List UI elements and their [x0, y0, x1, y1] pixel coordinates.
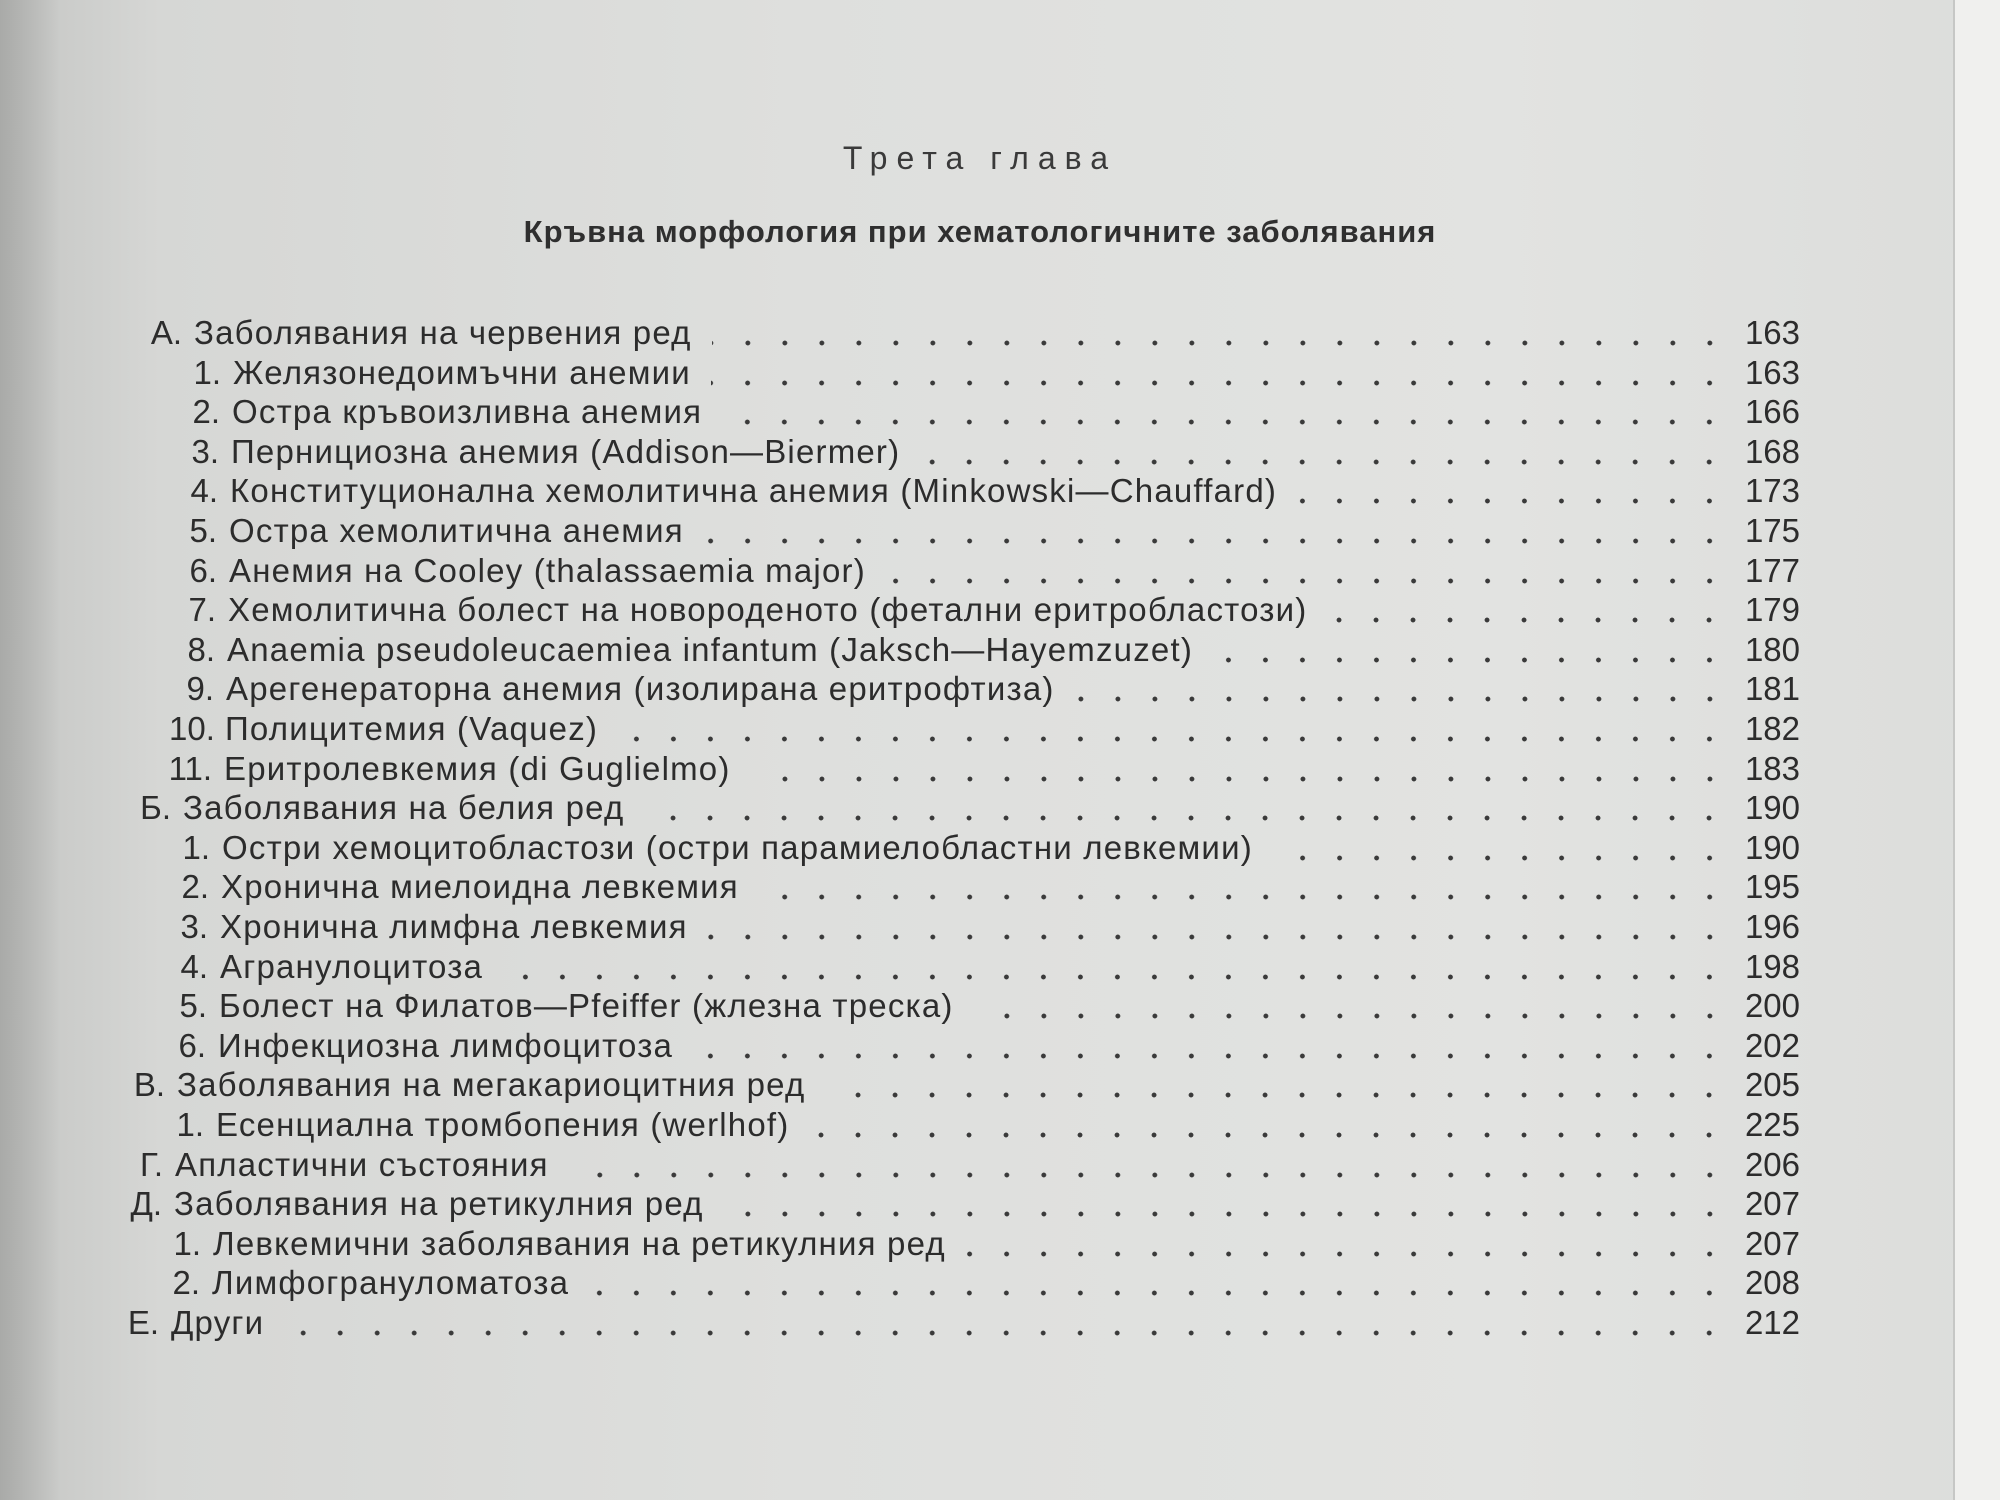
toc-dot-leader	[503, 974, 1728, 980]
toc-entry-page: 206	[1744, 1145, 1800, 1183]
toc-dot-leader	[724, 1211, 1728, 1217]
toc-entry	[175, 431, 1800, 471]
toc-entry-page: 190	[1744, 789, 1800, 827]
toc-entry-title: Есенциална тромбопения (werlhof)	[216, 1106, 790, 1143]
toc-entry	[121, 1064, 1800, 1104]
toc-entry	[170, 668, 1800, 708]
toc-entry-title: Агранулоцитоза	[220, 947, 484, 985]
toc-entry-number: 11.	[168, 749, 212, 787]
toc-dot-leader	[693, 1053, 1728, 1059]
toc-entry-number: 1.	[193, 353, 221, 391]
toc-entry-page: 207	[1744, 1224, 1800, 1262]
toc-dot-leader	[712, 340, 1728, 346]
toc-entry	[164, 946, 1800, 986]
toc-entry-title: Други	[171, 1304, 265, 1341]
toc-entry-page: 196	[1744, 908, 1800, 945]
toc-dot-leader	[1213, 657, 1728, 663]
toc-entry-page: 202	[1744, 1026, 1800, 1064]
toc-entry-page: 205	[1744, 1066, 1800, 1104]
toc-entry-page: 195	[1744, 868, 1800, 906]
toc-entry-title: Левкемични заболявания на ретикулния ред	[213, 1224, 946, 1262]
toc-dot-leader	[1297, 498, 1728, 504]
toc-entry-number: 4.	[180, 947, 208, 985]
toc-dot-leader	[920, 459, 1728, 465]
toc-entry-title: Лимфогрануломатоза	[212, 1264, 570, 1302]
toc-dot-leader	[1273, 855, 1728, 861]
toc-entry-number: 1.	[176, 1106, 204, 1143]
toc-entry	[157, 1223, 1800, 1263]
toc-entry-title: Хронична миелоидна левкемия	[221, 868, 739, 906]
toc-entry-number: 1.	[173, 1224, 201, 1262]
toc-dot-leader	[809, 1132, 1728, 1138]
toc-entry	[118, 1183, 1800, 1223]
toc-dot-leader	[974, 1013, 1728, 1019]
toc-entry	[171, 629, 1800, 669]
toc-entry-page: 190	[1744, 828, 1800, 866]
toc-entry-page: 163	[1744, 314, 1800, 351]
toc-entry-title: Анемия на Cooley (thalassaemia major)	[229, 551, 866, 589]
toc-entry-page: 163	[1744, 353, 1800, 391]
toc-entry-title: Болест на Филатов—Pfeiffer (жлезна треска)	[219, 987, 954, 1025]
toc-entry-title: Апластични състояния	[175, 1145, 549, 1183]
toc-entry-page: 173	[1744, 472, 1800, 510]
chapter-label: Трета глава	[842, 140, 1118, 176]
toc-entry-number: 6.	[189, 551, 217, 589]
toc-dot-leader	[644, 815, 1728, 821]
toc-dot-leader	[1075, 696, 1728, 702]
toc-entry-number: 2.	[192, 393, 220, 431]
toc-entry-number: 9.	[186, 670, 214, 708]
toc-entry	[138, 312, 1800, 352]
toc-entry-title: Хемолитична болест на новороденото (фетални еритробластози)	[228, 591, 1308, 629]
toc-entry-page: 207	[1744, 1185, 1800, 1223]
toc-entry-title: Арегенераторна анемия (изолирана еритрофтиза)	[226, 670, 1055, 708]
toc-entry	[127, 787, 1800, 827]
toc-entry-page: 200	[1744, 987, 1800, 1025]
toc-entry	[173, 510, 1800, 550]
toc-dot-leader	[569, 1172, 1728, 1178]
toc-entry-number: Е.	[127, 1304, 159, 1341]
toc-entry-title: Заболявания на червения ред	[194, 314, 692, 351]
toc-entry-number: 10.	[169, 710, 215, 747]
toc-dot-leader	[722, 419, 1728, 425]
toc-entry-title: Заболявания на ретикулния ред	[174, 1185, 704, 1223]
toc-entry	[169, 708, 1800, 748]
toc-entry-number: Г.	[139, 1145, 163, 1183]
toc-entry	[115, 1302, 1800, 1342]
toc-entry-page: 175	[1744, 512, 1800, 549]
toc-dot-leader	[751, 776, 1728, 782]
toc-entry-number: В.	[133, 1066, 165, 1104]
toc-entry-title: Остра кръвоизливна анемия	[232, 393, 703, 431]
toc-entry-number: 2.	[181, 868, 209, 906]
toc-entry-title: Остри хемоцитобластози (остри парамиелобластни левкемии)	[222, 828, 1253, 866]
toc-entry-page: 208	[1744, 1264, 1800, 1302]
toc-entry-page: 182	[1744, 710, 1800, 747]
toc-entry-title: Пернициозна анемия (Addison—Biermer)	[231, 432, 901, 470]
toc-entry-number: Б.	[140, 789, 171, 827]
chapter-title: Кръвна морфология при хематологичните заболявания	[523, 214, 1437, 249]
toc-entry	[176, 391, 1800, 431]
toc-entry-title: Инфекциозна лимфоцитоза	[218, 1026, 674, 1064]
toc-entry-page: 168	[1744, 432, 1800, 470]
toc-entry-number: 1.	[182, 828, 210, 866]
toc-entry-number: 6.	[178, 1026, 206, 1064]
toc-dot-leader	[618, 736, 1728, 742]
toc-entry	[173, 550, 1800, 590]
toc-entry-number: 4.	[190, 472, 218, 510]
toc-entry-page: 166	[1744, 393, 1800, 431]
toc-dot-leader	[1327, 617, 1728, 623]
toc-entry-title: Полицитемия (Vaquez)	[225, 710, 599, 747]
toc-dot-leader	[708, 934, 1728, 940]
toc-entry-page: 177	[1744, 551, 1800, 589]
toc-entry-title: Хронична лимфна левкемия	[220, 908, 688, 945]
toc-dot-leader	[284, 1330, 1728, 1336]
toc-entry	[166, 827, 1800, 867]
toc-entry-page: 179	[1744, 591, 1800, 629]
toc-dot-leader	[711, 380, 1728, 386]
toc-entry-number: 2.	[172, 1264, 200, 1302]
toc-entry-page: 180	[1744, 630, 1800, 668]
toc-entry-page: 181	[1744, 670, 1800, 708]
toc-entry-number: 3.	[191, 432, 219, 470]
toc-entry-number: Д.	[130, 1185, 162, 1223]
toc-entry-page: 225	[1744, 1106, 1800, 1143]
toc-entry-page: 212	[1744, 1304, 1800, 1341]
toc-entry	[162, 1025, 1800, 1065]
toc-entry	[177, 352, 1800, 392]
toc-entry-number: 5.	[189, 512, 217, 549]
toc-entry	[164, 906, 1800, 946]
toc-dot-leader	[589, 1290, 1728, 1296]
toc-entry-number: 5.	[179, 987, 207, 1025]
toc-entry-title: Еритролевкемия (di Guglielmo)	[224, 749, 731, 787]
toc-entry-number: А.	[150, 314, 182, 351]
toc-entry	[160, 1104, 1800, 1144]
toc-dot-leader	[759, 894, 1728, 900]
toc-entry	[168, 748, 1800, 788]
toc-entry-number: 8.	[187, 630, 215, 668]
toc-entry-title: Остра хемолитична анемия	[229, 512, 684, 549]
toc-entry	[172, 589, 1800, 629]
toc-entry-title: Заболявания на мегакариоцитния ред	[177, 1066, 806, 1104]
toc-dot-leader	[704, 538, 1728, 544]
toc-entry-title: Anaemia pseudoleucaemiea infantum (Jaksch—Hayemzuzet)	[227, 630, 1194, 668]
toc-entry	[165, 866, 1800, 906]
toc-dot-leader	[825, 1092, 1728, 1098]
toc-entry-title: Желязонедоимъчни анемии	[233, 353, 691, 391]
toc-dot-leader	[966, 1251, 1728, 1257]
toc-entry-page: 198	[1744, 947, 1800, 985]
toc-entry	[156, 1262, 1800, 1302]
toc-entry-number: 3.	[180, 908, 208, 945]
toc-entry-page: 183	[1744, 749, 1800, 787]
toc-entry	[119, 1144, 1800, 1184]
toc-entry	[174, 470, 1800, 510]
toc-entry-title: Конституционална хемолитична анемия (Minkowski—Chauffard)	[230, 472, 1278, 510]
toc-entry	[163, 985, 1800, 1025]
toc-entry-title: Заболявания на белия ред	[183, 789, 625, 827]
toc-dot-leader	[886, 578, 1728, 584]
toc-entry-number: 7.	[188, 591, 216, 629]
